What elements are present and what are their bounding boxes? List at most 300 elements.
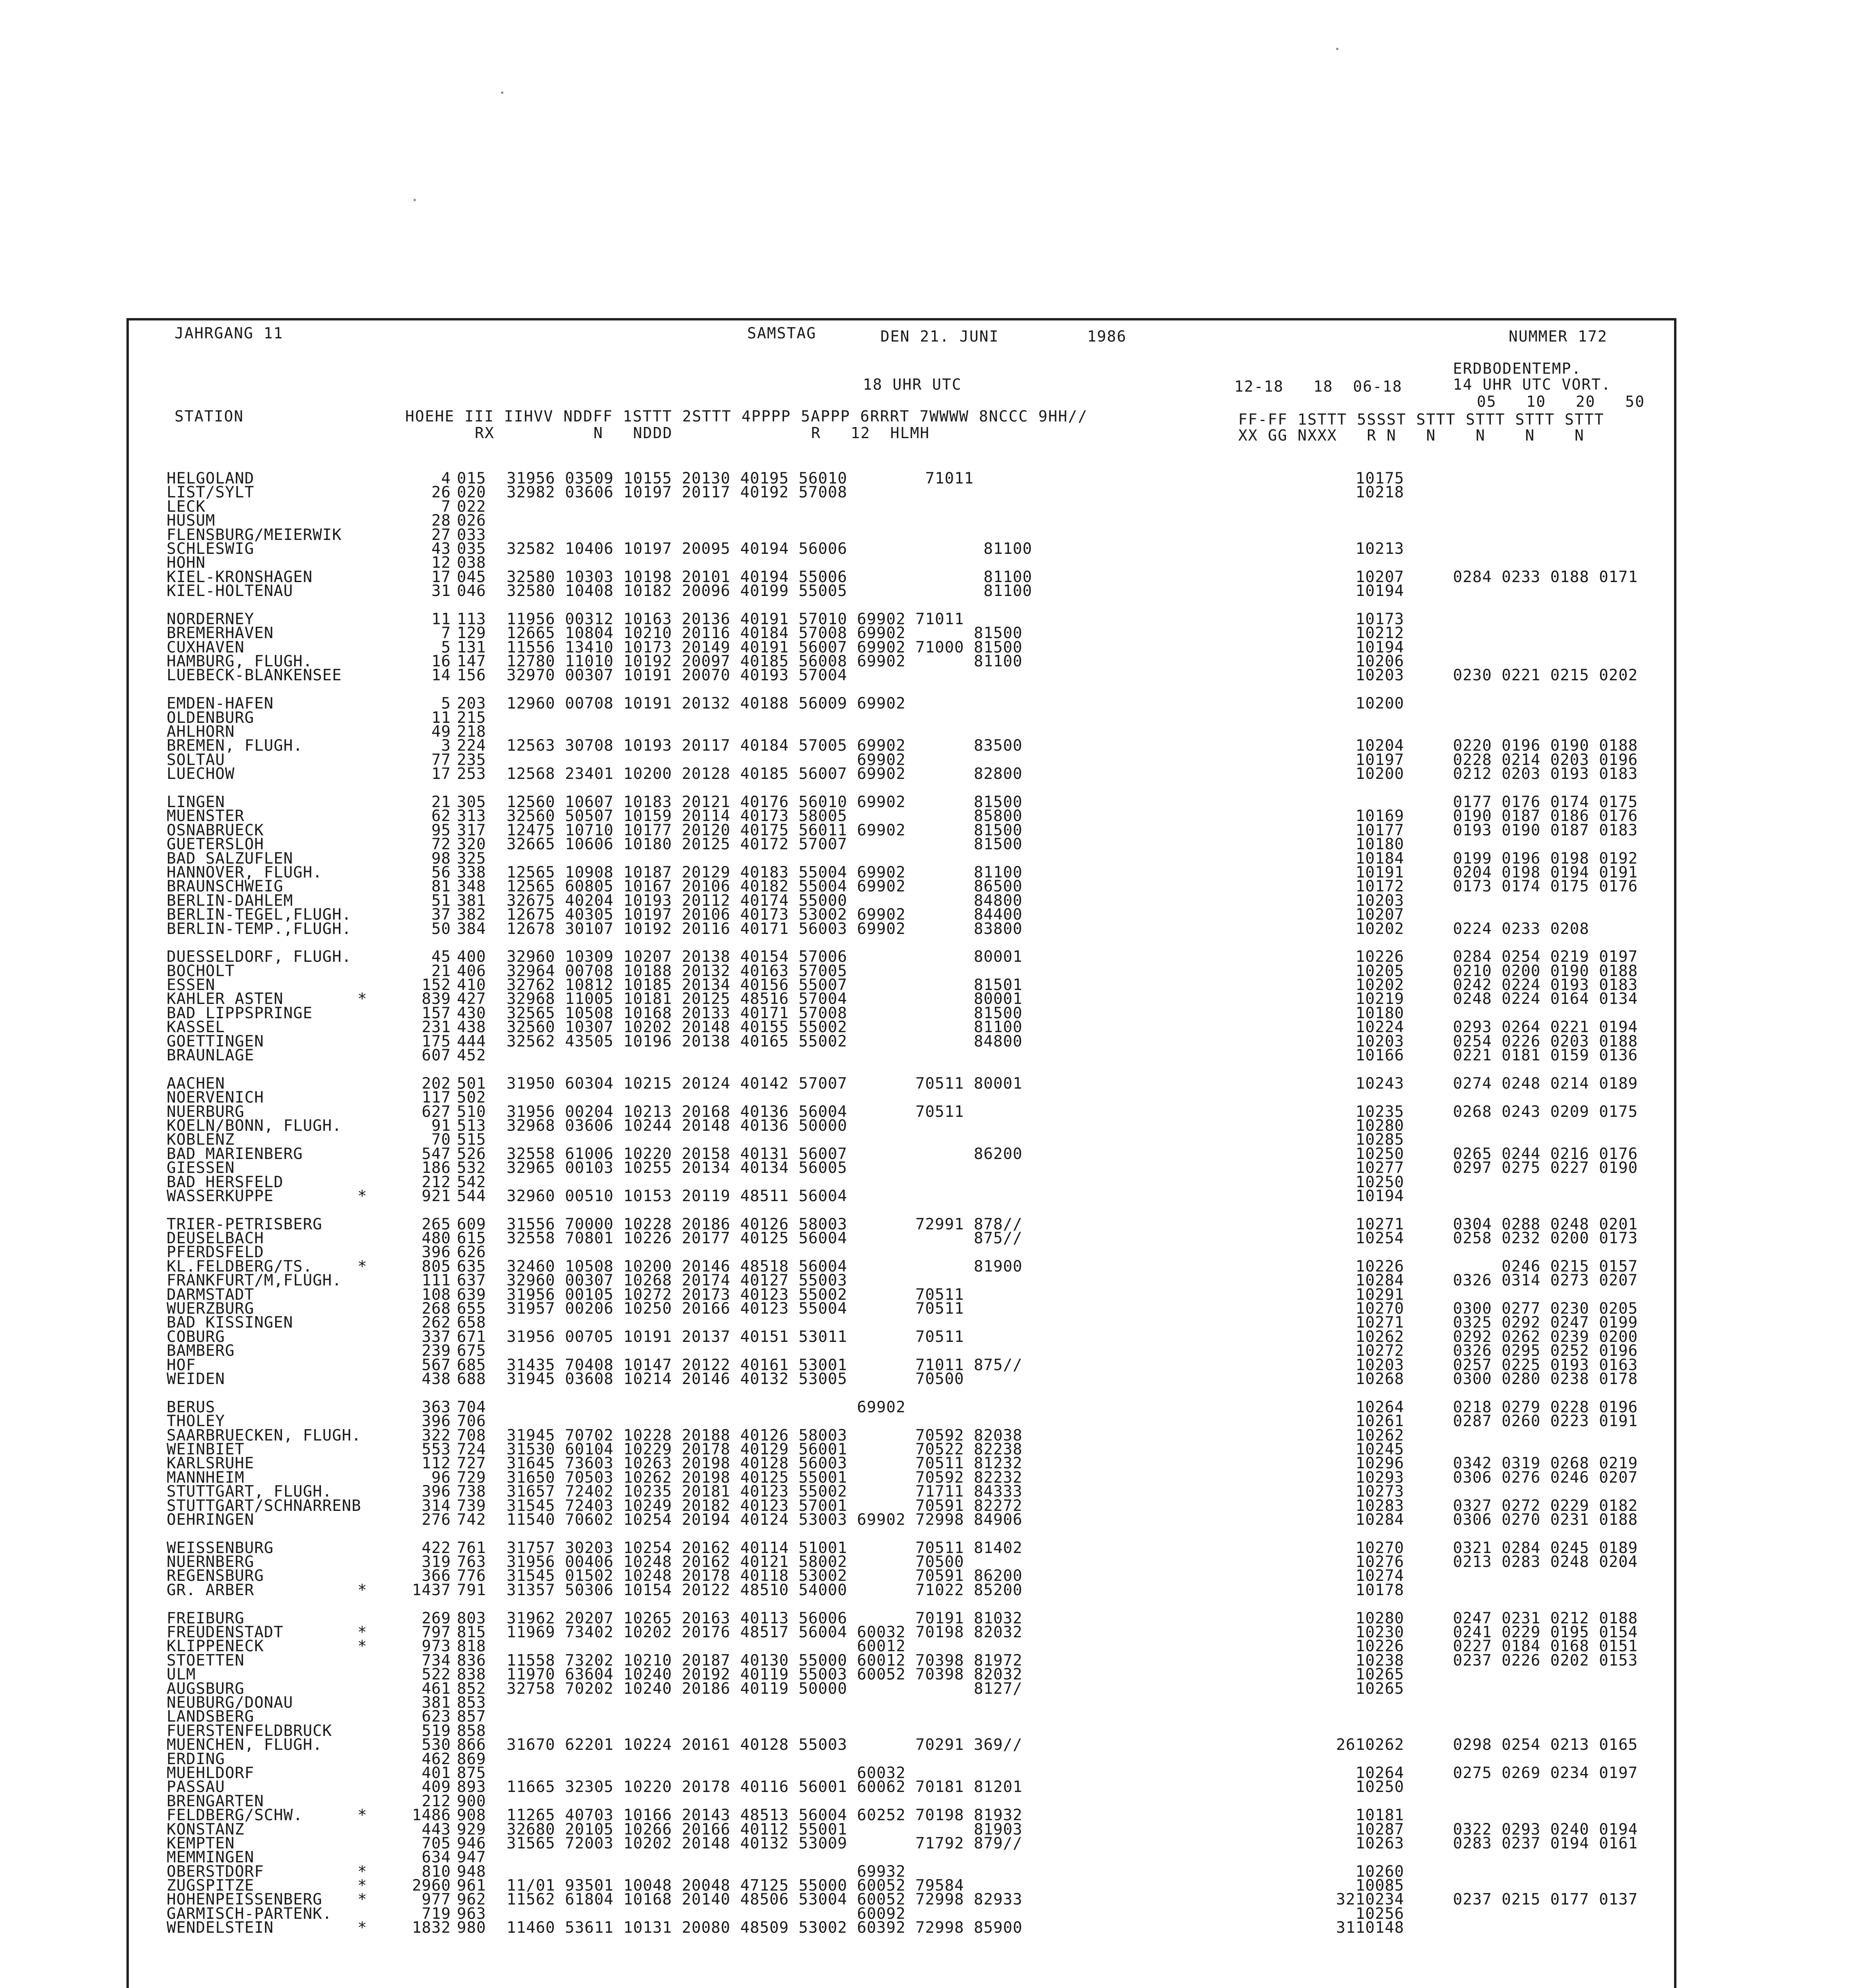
- table-row: [167, 1257, 1662, 1276]
- station-index: 742: [457, 1510, 486, 1529]
- station-name: AACHEN: [167, 1076, 225, 1091]
- table-row: [167, 697, 1662, 711]
- station-name: KIEL-HOLTENAU: [167, 584, 293, 598]
- station-name: LANDSBERG: [167, 1710, 254, 1724]
- synop-groups: 12665 10804 10210 20116 40184 57008 69902 81500: [507, 624, 1023, 643]
- station-index: 215: [457, 709, 486, 727]
- station-height: 547: [421, 1145, 451, 1163]
- station-name: BAD KISSINGEN: [167, 1316, 293, 1330]
- synop-groups: 32565 10508 10168 20133 40171 57008 81500: [507, 1004, 1023, 1022]
- temp-group: 10280: [1356, 1609, 1404, 1627]
- station-height: 112: [421, 1454, 451, 1473]
- temp-group: 10284: [1356, 1510, 1404, 1529]
- station-name: KASSEL: [167, 1020, 225, 1035]
- station-height: 111: [421, 1272, 451, 1290]
- right-header-line2: XX GG NXXX R N N N N N: [1238, 427, 1585, 444]
- synop-groups: 32558 70801 10226 20177 40125 56004 875//: [507, 1229, 1023, 1248]
- synop-groups: 32580 10408 10182 20096 40199 55005 81100: [507, 582, 1032, 600]
- station-name: BAMBERG: [167, 1344, 235, 1358]
- gust-value: 26: [1336, 1736, 1356, 1754]
- synop-groups: 31956 00204 10213 20168 40136 56004 70511: [507, 1103, 964, 1121]
- synop-groups: 11970 63604 10240 20192 40119 55003 60052 70398 82032: [507, 1666, 1023, 1684]
- station-height: 21: [431, 793, 451, 811]
- synop-groups: 60092: [507, 1905, 906, 1923]
- station-name: DUESSELDORF, FLUGH.: [167, 950, 352, 964]
- station-name: BREMERHAVEN: [167, 626, 274, 641]
- table-row: [167, 1302, 1662, 1316]
- synop-groups: 32762 10812 10185 20134 40156 55007 81501: [507, 976, 1023, 994]
- station-index: 406: [457, 962, 486, 980]
- soil-temps: 0218 0279 0228 0196: [1453, 1398, 1638, 1416]
- synop-groups: 12560 10607 10183 20121 40176 56010 69902 81500: [507, 793, 1023, 811]
- jahrgang: JAHRGANG 11: [175, 324, 284, 342]
- station-index: 038: [457, 554, 486, 572]
- soil-temps: 0292 0262 0239 0200: [1453, 1328, 1638, 1346]
- soil-temps: 0306 0276 0246 0207: [1453, 1468, 1638, 1487]
- temp-group: 10085: [1356, 1877, 1404, 1895]
- temp-group: 10238: [1356, 1651, 1404, 1670]
- station-index: 526: [457, 1145, 486, 1163]
- temp-group: 10230: [1356, 1623, 1404, 1642]
- station-height: 27: [431, 526, 451, 544]
- synop-groups: 11556 13410 10173 20149 40191 56007 69902 71000 81500: [507, 638, 1023, 656]
- station-name: LUECHOW: [167, 767, 235, 781]
- station-name: WEINBIET: [167, 1442, 245, 1456]
- station-name: GOETTINGEN: [167, 1034, 264, 1048]
- station-height: 734: [421, 1651, 451, 1670]
- station-height: 977: [421, 1891, 451, 1909]
- station-name: HELGOLAND: [167, 472, 254, 485]
- station-height: 17: [431, 765, 451, 783]
- station-name: HOHN: [167, 556, 206, 570]
- station-header: STATION: [175, 408, 244, 425]
- synop-groups: 12678 30107 10192 20116 40171 56003 69902 83800: [507, 920, 1023, 938]
- synop-groups: 12563 30708 10193 20117 40184 57005 69902 83500: [507, 737, 1023, 755]
- temp-group: 10212: [1356, 624, 1404, 643]
- station-index: 961: [457, 1877, 486, 1895]
- soil-temps: 0221 0181 0159 0136: [1453, 1046, 1638, 1065]
- station-name: TRIER-PETRISBERG: [167, 1217, 322, 1231]
- station-index: 156: [457, 666, 486, 685]
- temp-group: 10264: [1356, 1398, 1404, 1416]
- station-index: 900: [457, 1792, 486, 1810]
- temp-group: 10260: [1356, 1862, 1404, 1881]
- station-height: 108: [421, 1285, 451, 1304]
- synop-groups: 11558 73202 10210 20187 40130 55000 60012 70398 81972: [507, 1651, 1023, 1670]
- station-name: HOHENPEISSENBERG: [167, 1893, 322, 1907]
- temp-group: 10213: [1356, 540, 1404, 558]
- station-height: 973: [421, 1637, 451, 1656]
- soil-temps: 0321 0284 0245 0189: [1453, 1539, 1638, 1557]
- table-row: [167, 472, 1662, 485]
- station-height: 117: [421, 1089, 451, 1107]
- station-index: 544: [457, 1187, 486, 1205]
- station-height: 319: [421, 1553, 451, 1571]
- soil-temps: 0325 0292 0247 0199: [1453, 1314, 1638, 1332]
- temp-group: 10205: [1356, 962, 1404, 980]
- scan-speck: [1336, 48, 1338, 50]
- temp-group: 10218: [1356, 483, 1404, 502]
- station-name: LINGEN: [167, 795, 225, 809]
- station-height: 157: [421, 1004, 451, 1022]
- station-index: 729: [457, 1468, 486, 1487]
- station-height: 96: [431, 1468, 451, 1487]
- station-name: GARMISCH-PARTENK.: [167, 1906, 332, 1921]
- station-name: OEHRINGEN: [167, 1512, 254, 1527]
- synop-groups: 11460 53611 10131 20080 48509 53002 60392 72998 85900: [507, 1919, 1023, 1937]
- station-height: 49: [431, 723, 451, 741]
- synop-groups: 32960 00510 10153 20119 48511 56004: [507, 1187, 847, 1205]
- station-name: NUERNBERG: [167, 1555, 254, 1569]
- group-spacer: [167, 1386, 1662, 1400]
- synop-groups: 32964 00708 10188 20132 40163 57005: [507, 962, 847, 980]
- synop-groups: 60032: [507, 1764, 906, 1782]
- station-height: 627: [421, 1103, 451, 1121]
- table-row: [167, 1046, 1662, 1065]
- station-height: 462: [421, 1750, 451, 1768]
- temp-group: 10262: [1356, 1736, 1404, 1754]
- station-index: 626: [457, 1243, 486, 1262]
- temp-group: 10194: [1356, 638, 1404, 656]
- soil-temps: 0326 0314 0273 0207: [1453, 1272, 1638, 1290]
- station-height: 56: [431, 863, 451, 881]
- temp-group: 10226: [1356, 1637, 1404, 1656]
- station-index: 635: [457, 1257, 486, 1276]
- station-name: KEMPTEN: [167, 1836, 235, 1850]
- temp-group: 10268: [1356, 1370, 1404, 1388]
- mountain-mark: *: [357, 1581, 367, 1599]
- station-index: 706: [457, 1412, 486, 1431]
- station-index: 033: [457, 526, 486, 544]
- year: 1986: [1087, 328, 1127, 345]
- station-name: ESSEN: [167, 978, 216, 992]
- station-height: 1486: [412, 1806, 451, 1825]
- station-height: 186: [421, 1159, 451, 1177]
- station-height: 28: [431, 512, 451, 530]
- station-height: 363: [421, 1398, 451, 1416]
- synop-groups: 11969 73402 10202 20176 48517 56004 60032 70198 82032: [507, 1623, 1023, 1642]
- synop-groups: 31645 73603 10263 20198 40128 56003 70511 81232: [507, 1454, 1023, 1473]
- temp-group: 10206: [1356, 652, 1404, 671]
- synop-groups: 31950 60304 10215 20124 40142 57007 70511 80001: [507, 1074, 1023, 1093]
- station-height: 314: [421, 1497, 451, 1515]
- soil-temps: 0300 0280 0238 0178: [1453, 1370, 1638, 1388]
- temp-group: 10177: [1356, 821, 1404, 839]
- table-row: [167, 1679, 1662, 1698]
- soil-temps: 0297 0275 0227 0190: [1453, 1159, 1638, 1177]
- soil-temps: 0304 0288 0248 0201: [1453, 1215, 1638, 1233]
- synop-groups: 32560 10307 10202 20148 40155 55002 81100: [507, 1018, 1023, 1037]
- soil-temps: 0224 0233 0208: [1453, 920, 1589, 938]
- soil-temps: 0300 0277 0230 0205: [1453, 1300, 1638, 1318]
- station-name: NOERVENICH: [167, 1091, 264, 1105]
- station-index: 948: [457, 1862, 486, 1881]
- station-index: 980: [457, 1919, 486, 1937]
- temp-group: 10166: [1356, 1046, 1404, 1065]
- temp-group: 10204: [1356, 737, 1404, 755]
- station-table: [167, 472, 1662, 1935]
- temp-group: 10203: [1356, 1356, 1404, 1374]
- station-height: 12: [431, 554, 451, 572]
- station-name: BREMEN, FLUGH.: [167, 739, 303, 753]
- station-height: 607: [421, 1046, 451, 1065]
- temp-group: 10203: [1356, 666, 1404, 685]
- temp-group: 10203: [1356, 891, 1404, 910]
- station-index: 381: [457, 891, 486, 910]
- station-name: MUENCHEN, FLUGH.: [167, 1738, 322, 1752]
- station-name: BERLIN-DAHLEM: [167, 893, 293, 908]
- station-height: 265: [421, 1215, 451, 1233]
- temp-group: 10234: [1356, 1891, 1404, 1909]
- soil-temps: 0327 0272 0229 0182: [1453, 1497, 1638, 1515]
- synop-groups: 12780 11010 10192 20097 40185 56008 69902 81100: [507, 652, 1023, 671]
- temp-group: 10250: [1356, 1145, 1404, 1163]
- table-row: [167, 950, 1662, 964]
- station-height: 98: [431, 849, 451, 868]
- station-height: 623: [421, 1708, 451, 1726]
- table-row: [167, 1752, 1662, 1766]
- temp-group: 10270: [1356, 1539, 1404, 1557]
- station-height: 401: [421, 1764, 451, 1782]
- station-index: 410: [457, 976, 486, 994]
- station-index: 400: [457, 948, 486, 966]
- station-name: STOETTEN: [167, 1653, 245, 1668]
- station-name: ERDING: [167, 1752, 225, 1766]
- station-index: 724: [457, 1440, 486, 1458]
- station-height: 239: [421, 1342, 451, 1360]
- station-name: KL.FELDBERG/TS.: [167, 1259, 313, 1274]
- temp-group: 10191: [1356, 863, 1404, 881]
- station-name: THOLEY: [167, 1414, 225, 1429]
- station-name: WUERZBURG: [167, 1302, 254, 1316]
- mountain-mark: *: [357, 1877, 367, 1895]
- period-header: 12-18 18 06-18: [1234, 378, 1402, 395]
- mountain-mark: *: [357, 1257, 367, 1276]
- station-height: 366: [421, 1567, 451, 1585]
- station-index: 639: [457, 1285, 486, 1304]
- station-name: SCHLESWIG: [167, 542, 254, 556]
- mountain-mark: *: [357, 1623, 367, 1642]
- soil-temps: 0199 0196 0198 0192: [1453, 849, 1638, 868]
- synop-groups: 32982 03606 10197 20117 40192 57008: [507, 483, 847, 502]
- station-name: MANNHEIM: [167, 1470, 245, 1485]
- soil-temps: 0293 0264 0221 0194: [1453, 1018, 1638, 1037]
- temp-group: 10202: [1356, 976, 1404, 994]
- synop-groups: 32665 10606 10180 20125 40172 57007 81500: [507, 835, 1023, 854]
- table-row: [167, 1189, 1662, 1203]
- table-row: [167, 584, 1662, 598]
- station-index: 203: [457, 695, 486, 713]
- station-height: 2960: [412, 1877, 451, 1895]
- station-name: KLIPPENECK: [167, 1639, 264, 1654]
- station-index: 325: [457, 849, 486, 868]
- station-height: 396: [421, 1243, 451, 1262]
- table-row: [167, 1400, 1662, 1414]
- synop-groups: 11540 70602 10254 20194 40124 53003 69902 72998 84906: [507, 1510, 1023, 1529]
- temp-group: 10180: [1356, 1004, 1404, 1022]
- station-height: 26: [431, 483, 451, 502]
- station-index: 869: [457, 1750, 486, 1768]
- temp-group: 10184: [1356, 849, 1404, 868]
- table-row: [167, 767, 1662, 781]
- temp-group: 10203: [1356, 1032, 1404, 1050]
- soil-temps: 0190 0187 0186 0176: [1453, 807, 1638, 825]
- table-row: [167, 497, 1662, 516]
- station-index: 427: [457, 990, 486, 1008]
- soil-temps: 0342 0319 0268 0219: [1453, 1454, 1638, 1473]
- synop-groups: 31962 20207 10265 20163 40113 56006 70191 81032: [507, 1609, 1023, 1627]
- station-name: KOBLENZ: [167, 1133, 235, 1147]
- temp-group: 10293: [1356, 1468, 1404, 1487]
- station-name: BRAUNSCHWEIG: [167, 879, 284, 894]
- station-name: MEMMINGEN: [167, 1850, 254, 1865]
- station-index: 838: [457, 1666, 486, 1684]
- temp-group: 10263: [1356, 1834, 1404, 1852]
- mountain-mark: *: [357, 1891, 367, 1909]
- temp-group: 10172: [1356, 878, 1404, 896]
- temp-group: 10207: [1356, 568, 1404, 586]
- station-index: 671: [457, 1328, 486, 1346]
- synop-groups: 31657 72402 10235 20181 40123 55002 71711 84333: [507, 1483, 1023, 1501]
- temp-group: 10245: [1356, 1440, 1404, 1458]
- station-name: ZUGSPITZE: [167, 1879, 254, 1893]
- temp-group: 10175: [1356, 470, 1404, 487]
- station-index: 708: [457, 1426, 486, 1444]
- station-name: REGENSBURG: [167, 1569, 264, 1583]
- table-row: [167, 1161, 1662, 1175]
- synop-groups: 31357 50306 10154 20122 48510 54000 71022 85200: [507, 1581, 1023, 1599]
- table-row: [167, 1891, 1662, 1909]
- table-row: [167, 1229, 1662, 1248]
- station-name: BAD MARIENBERG: [167, 1147, 303, 1161]
- data-sheet: [126, 318, 1676, 1988]
- station-height: 50: [431, 920, 451, 938]
- synop-groups: 32968 03606 10244 20148 40136 50000: [507, 1116, 847, 1135]
- temp-group: 10200: [1356, 765, 1404, 783]
- station-index: 320: [457, 835, 486, 854]
- soil-temps: 0258 0232 0200 0173: [1453, 1229, 1638, 1248]
- station-index: 317: [457, 821, 486, 839]
- table-row: [167, 1710, 1662, 1724]
- soil-temps: 0306 0270 0231 0188: [1453, 1510, 1638, 1529]
- soil-temps: 0227 0184 0168 0151: [1453, 1637, 1638, 1656]
- station-index: 875: [457, 1764, 486, 1782]
- station-name: OBERSTDORF: [167, 1864, 264, 1879]
- station-height: 719: [421, 1905, 451, 1923]
- station-height: 14: [431, 666, 451, 685]
- soil-temps: 0268 0243 0209 0175: [1453, 1103, 1638, 1121]
- temp-group: 10250: [1356, 1778, 1404, 1796]
- mountain-mark: *: [357, 1862, 367, 1881]
- station-index: 947: [457, 1848, 486, 1867]
- synop-groups: 31650 70503 10262 20198 40125 55001 70592 82232: [507, 1468, 1023, 1487]
- station-name: FREUDENSTADT: [167, 1625, 284, 1640]
- synop-groups: 31956 00406 10248 20162 40121 58002 70500: [507, 1553, 964, 1571]
- station-index: 348: [457, 878, 486, 896]
- station-name: FREIBURG: [167, 1611, 245, 1625]
- temp-group: 10284: [1356, 1272, 1404, 1290]
- station-name: LIST/SYLT: [167, 485, 254, 500]
- synop-groups: 31670 62201 10224 20161 40128 55003 70291 369//: [507, 1736, 1023, 1754]
- station-height: 705: [421, 1834, 451, 1852]
- table-row: [167, 739, 1662, 753]
- station-height: 81: [431, 878, 451, 896]
- station-name: DARMSTADT: [167, 1287, 254, 1302]
- station-name: PFERDSFELD: [167, 1245, 264, 1260]
- synop-groups: 11665 32305 10220 20178 40116 56001 60062 70181 81201: [507, 1778, 1023, 1796]
- temp-group: 10265: [1356, 1666, 1404, 1684]
- temp-group: 10194: [1356, 1187, 1404, 1205]
- synop-groups: 31956 00705 10191 20137 40151 53011 70511: [507, 1328, 964, 1346]
- temp-group: 10194: [1356, 582, 1404, 600]
- station-index: 609: [457, 1215, 486, 1233]
- gust-value: 32: [1336, 1891, 1356, 1909]
- station-height: 21: [431, 962, 451, 980]
- issue-number: NUMMER 172: [1509, 328, 1608, 345]
- station-index: 963: [457, 1905, 486, 1923]
- temp-group: 10254: [1356, 1229, 1404, 1248]
- table-row: [167, 1147, 1662, 1161]
- synop-groups: 31530 60104 10229 20178 40129 56001 70522 82238: [507, 1440, 1023, 1458]
- station-height: 5: [441, 638, 451, 656]
- station-height: 45: [431, 948, 451, 966]
- station-index: 908: [457, 1806, 486, 1825]
- temp-group: 10280: [1356, 1116, 1404, 1135]
- temp-group: 10180: [1356, 835, 1404, 854]
- temp-group: 10287: [1356, 1820, 1404, 1839]
- temp-group: 10250: [1356, 1173, 1404, 1191]
- temp-group: 10262: [1356, 1426, 1404, 1444]
- station-height: 152: [421, 976, 451, 994]
- station-index: 129: [457, 624, 486, 643]
- temp-group: 10273: [1356, 1483, 1404, 1501]
- table-row: [167, 1848, 1662, 1867]
- station-height: 381: [421, 1693, 451, 1712]
- soil-temps: 0220 0196 0190 0188: [1453, 737, 1638, 755]
- station-index: 147: [457, 652, 486, 671]
- station-name: FELDBERG/SCHW.: [167, 1808, 303, 1823]
- station-height: 212: [421, 1173, 451, 1191]
- station-height: 5: [441, 695, 451, 713]
- station-height: 530: [421, 1736, 451, 1754]
- station-index: 893: [457, 1778, 486, 1796]
- station-name: WEISSENBURG: [167, 1541, 274, 1555]
- station-name: BERLIN-TEGEL,FLUGH.: [167, 908, 352, 922]
- station-name: BRAUNLAGE: [167, 1048, 254, 1063]
- soil-temps: 0230 0221 0215 0202: [1453, 666, 1638, 685]
- station-name: HUSUM: [167, 514, 216, 528]
- synop-groups: 69932: [507, 1862, 906, 1881]
- station-height: 443: [421, 1820, 451, 1839]
- station-name: WASSERKUPPE: [167, 1189, 274, 1203]
- soil-temps: 0298 0254 0213 0165: [1453, 1736, 1638, 1754]
- synop-groups: 12568 23401 10200 20128 40185 56007 69902 82800: [507, 765, 1023, 783]
- soil-temps: 0213 0283 0248 0204: [1453, 1553, 1638, 1571]
- temp-group: 10226: [1356, 1257, 1404, 1276]
- soil-temps: 0257 0225 0193 0163: [1453, 1356, 1638, 1374]
- station-name: OLDENBURG: [167, 711, 254, 725]
- synop-groups: 31945 70702 10228 20188 40126 58003 70592 82038: [507, 1426, 1023, 1444]
- temp-group: 10285: [1356, 1131, 1404, 1149]
- station-height: 43: [431, 540, 451, 558]
- synop-groups: 31435 70408 10147 20122 40161 53001 71011 875//: [507, 1356, 1023, 1374]
- weekday: SAMSTAG: [747, 324, 817, 342]
- synop-groups: 69902: [507, 751, 906, 769]
- station-name: AHLHORN: [167, 725, 235, 739]
- station-index: 542: [457, 1173, 486, 1191]
- station-index: 637: [457, 1272, 486, 1290]
- station-index: 046: [457, 582, 486, 600]
